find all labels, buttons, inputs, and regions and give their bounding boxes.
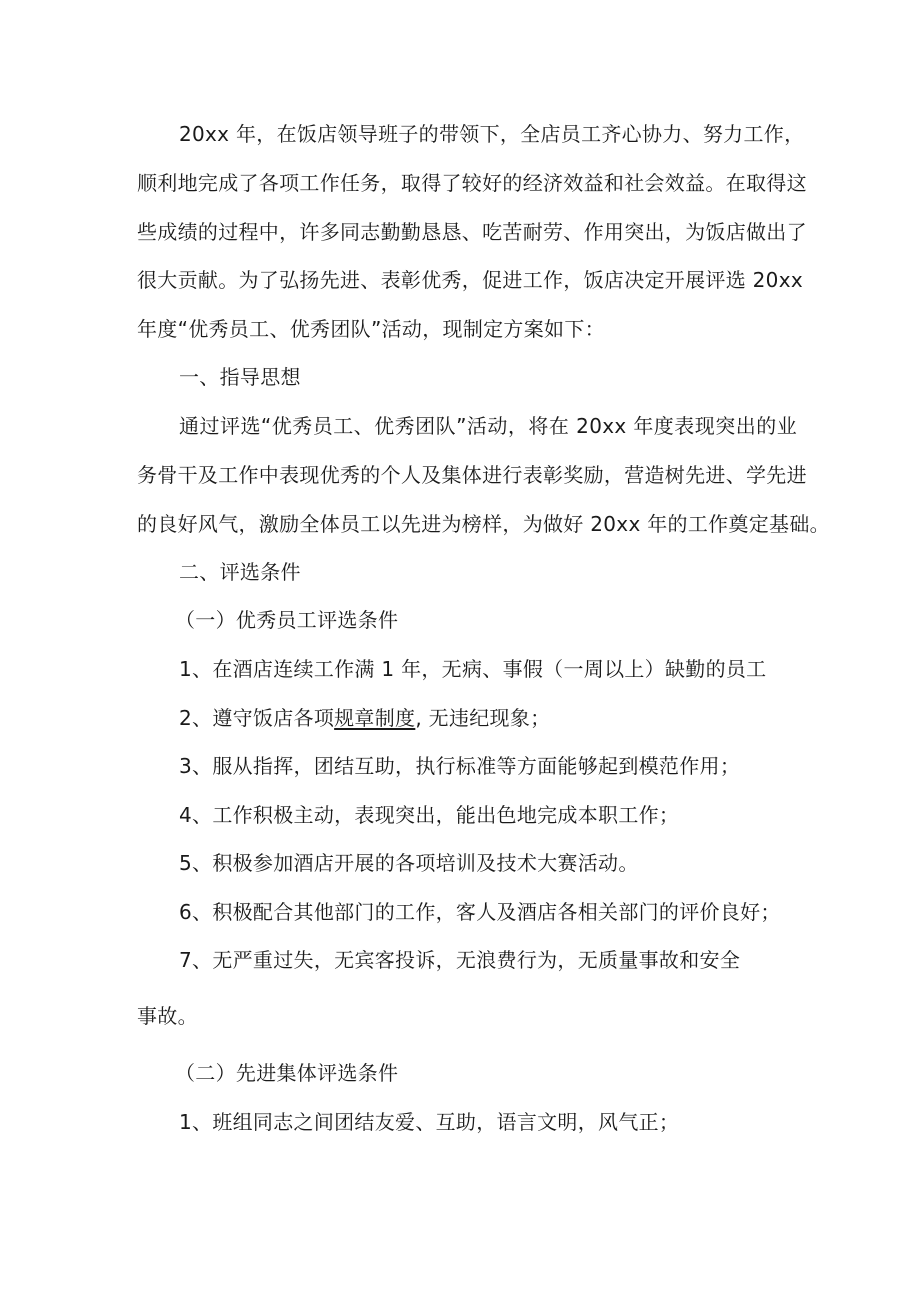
criteria-item-2-suffix: , 无违纪现象； [415, 706, 551, 730]
criteria-item-2 [179, 706, 797, 730]
subsection-1-heading: （一）优秀员工评选条件 [175, 608, 399, 632]
intro-paragraph-line-4: 很大贡献。为了弘扬先进、表彰优秀，促进工作，饭店决定开展评选 20xx [137, 268, 803, 292]
section-1-line-2: 务骨干及工作中表现优秀的个人及集体进行表彰奖励，营造树先进、学先进 [137, 463, 807, 487]
criteria-item-7-line-1: 7、无严重过失，无宾客投诉，无浪费行为，无质量事故和安全 [179, 948, 741, 972]
section-2-heading: 二、评选条件 [179, 560, 301, 584]
intro-paragraph-line-2: 顺利地完成了各项工作任务，取得了较好的经济效益和社会效益。在取得这 [137, 171, 807, 195]
intro-paragraph-line-3: 些成绩的过程中，许多同志勤勤恳恳、吃苦耐劳、作用突出，为饭店做出了 [137, 220, 807, 244]
rules-regulations-link[interactable]: 规章制度 [334, 706, 416, 730]
section-1-line-1: 通过评选“优秀员工、优秀团队”活动，将在 20xx 年度表现突出的业 [179, 414, 797, 438]
intro-paragraph-line-1: 20xx 年，在饭店领导班子的带领下，全店员工齐心协力、努力工作， [179, 122, 805, 146]
criteria-item-1: 1、在酒店连续工作满 1 年，无病、事假（一周以上）缺勤的员工 [179, 657, 767, 681]
section-1-heading: 一、指导思想 [179, 365, 301, 389]
criteria-item-6: 6、积极配合其他部门的工作，客人及酒店各相关部门的评价良好； [179, 900, 781, 924]
intro-paragraph-line-5: 年度“优秀员工、优秀团队”活动，现制定方案如下： [137, 317, 605, 341]
subsection-2-heading: （二）先进集体评选条件 [175, 1061, 399, 1085]
criteria-item-2-prefix: 2、遵守饭店各项 [179, 706, 335, 730]
criteria-item-4: 4、工作积极主动，表现突出，能出色地完成本职工作； [179, 803, 680, 827]
section-1-line-3: 的良好风气，激励全体员工以先进为榜样，为做好 20xx 年的工作奠定基础。 [137, 512, 830, 536]
criteria-item-7-line-2: 事故。 [137, 1004, 198, 1028]
collective-criteria-item-1: 1、班组同志之间团结友爱、互助，语言文明，风气正； [179, 1110, 680, 1134]
criteria-item-3: 3、服从指挥，团结互助，执行标准等方面能够起到模范作用； [179, 754, 741, 778]
criteria-item-5: 5、积极参加酒店开展的各项培训及技术大赛活动。 [179, 851, 639, 875]
